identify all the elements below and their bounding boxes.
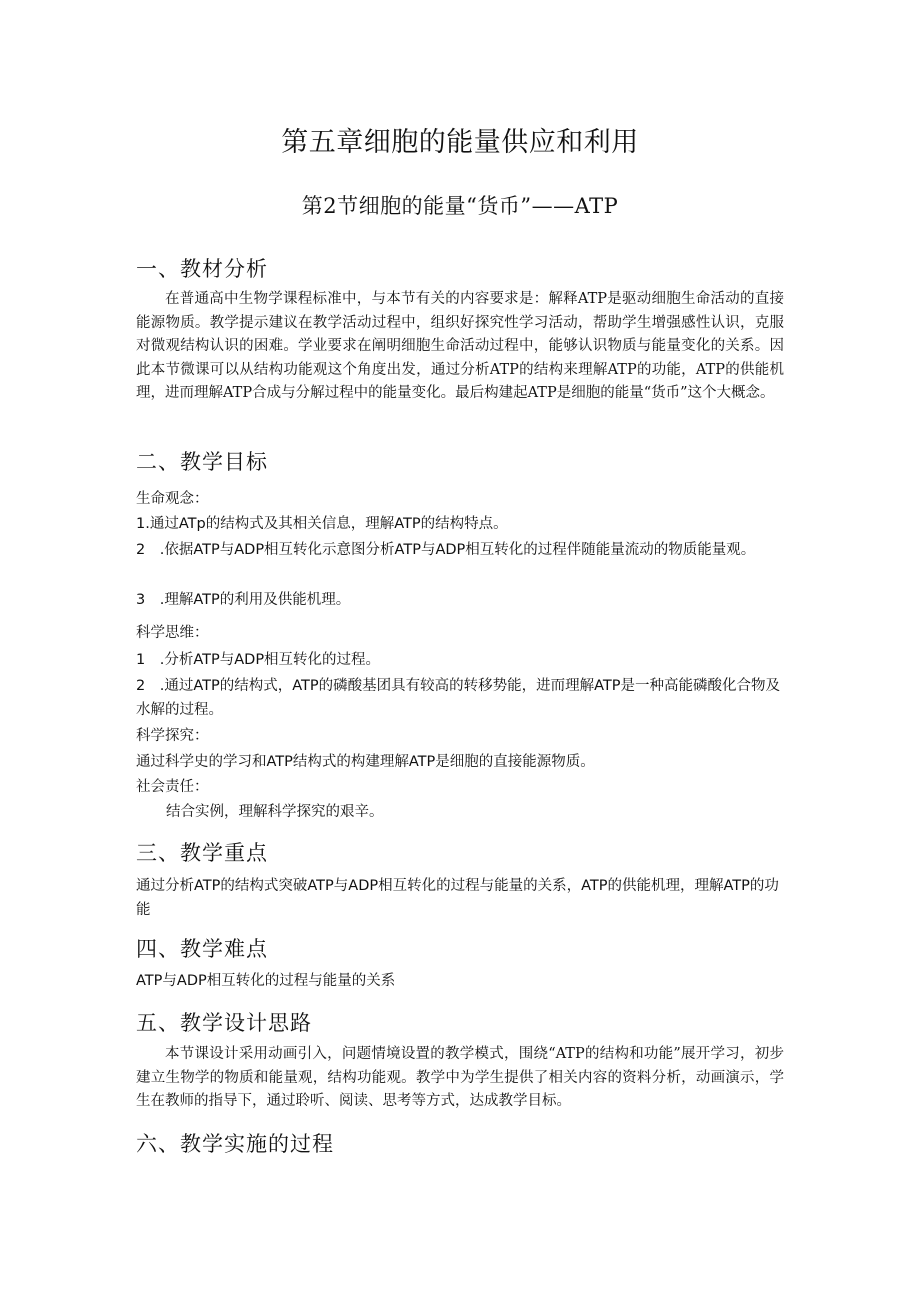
heading-implementation-process: 六、教学实施的过程: [136, 1132, 334, 1156]
heading-textbook-analysis: 一、教材分析: [136, 257, 268, 281]
science-inquiry-label: 科学探究：: [136, 728, 209, 744]
social-responsibility-item: 结合实例，理解科学探究的艰辛。: [166, 804, 384, 820]
science-thinking-label: 科学思维：: [136, 625, 209, 641]
teaching-focus-text: 通过分析ATP的结构式突破ATP与ADP相互转化的过程与能量的关系，ATP的供能机理，理解ATP的功能: [136, 878, 779, 918]
section-title: 第2节细胞的能量“货币”——ATP: [301, 194, 619, 218]
heading-teaching-objectives: 二、教学目标: [136, 450, 268, 474]
chapter-title: 第五章细胞的能量供应和利用: [281, 127, 639, 158]
textbook-analysis-paragraph: 在普通高中生物学课程标准中，与本节有关的内容要求是：解释ATP是驱动细胞生命活动的直接能源物质。教学提示建议在教学活动过程中，组织好探究性学习活动，帮助学生增强感性认识，克服对微观结构认识的困难。学业要求在阐明细胞生命活动过程中，能够认识物质与能量变化的关系。因此本节微课可以从结构功能观这个角度出发，通过分析ATP的结构来理解ATP的功能，ATP的供能机理，进而理解ATP合成与分解过程中的能量变化。最后构建起ATP是细胞的能量“货币”这个大概念。: [136, 291, 784, 401]
teaching-difficulty-text: ATP与ADP相互转化的过程与能量的关系: [136, 973, 396, 989]
science-inquiry-item: 通过科学史的学习和ATP结构式的构建理解ATP是细胞的直接能源物质。: [136, 754, 595, 770]
life-concept-item-3: 3 .理解ATP的利用及供能机理。: [136, 592, 351, 608]
social-responsibility-label: 社会责任：: [136, 779, 209, 795]
science-thinking-item-2: 2 .通过ATP的结构式，ATP的磷酸基团具有较高的转移势能，进而理解ATP是一种高能磷酸化合物及水解的过程。: [136, 678, 781, 718]
science-thinking-item-1: 1 .分析ATP与ADP相互转化的过程。: [136, 652, 381, 668]
life-concept-item-2: 2 .依据ATP与ADP相互转化示意图分析ATP与ADP相互转化的过程伴随能量流动的物质能量观。: [136, 542, 756, 558]
heading-design-thinking: 五、教学设计思路: [136, 1011, 312, 1035]
heading-teaching-focus: 三、教学重点: [136, 841, 268, 865]
life-concept-item-1: 1.通过ATp的结构式及其相关信息，理解ATP的结构特点。: [136, 516, 508, 532]
heading-teaching-difficulty: 四、教学难点: [136, 937, 268, 961]
design-thinking-paragraph: 本节课设计采用动画引入，问题情境设置的教学模式，围绕“ATP的结构和功能”展开学习，初步建立生物学的物质和能量观，结构功能观。教学中为学生提供了相关内容的资料分析，动画演示，学生在教师的指导下，通过聆听、阅读、思考等方式，达成教学目标。: [136, 1046, 784, 1109]
life-concept-label: 生命观念：: [136, 491, 209, 507]
